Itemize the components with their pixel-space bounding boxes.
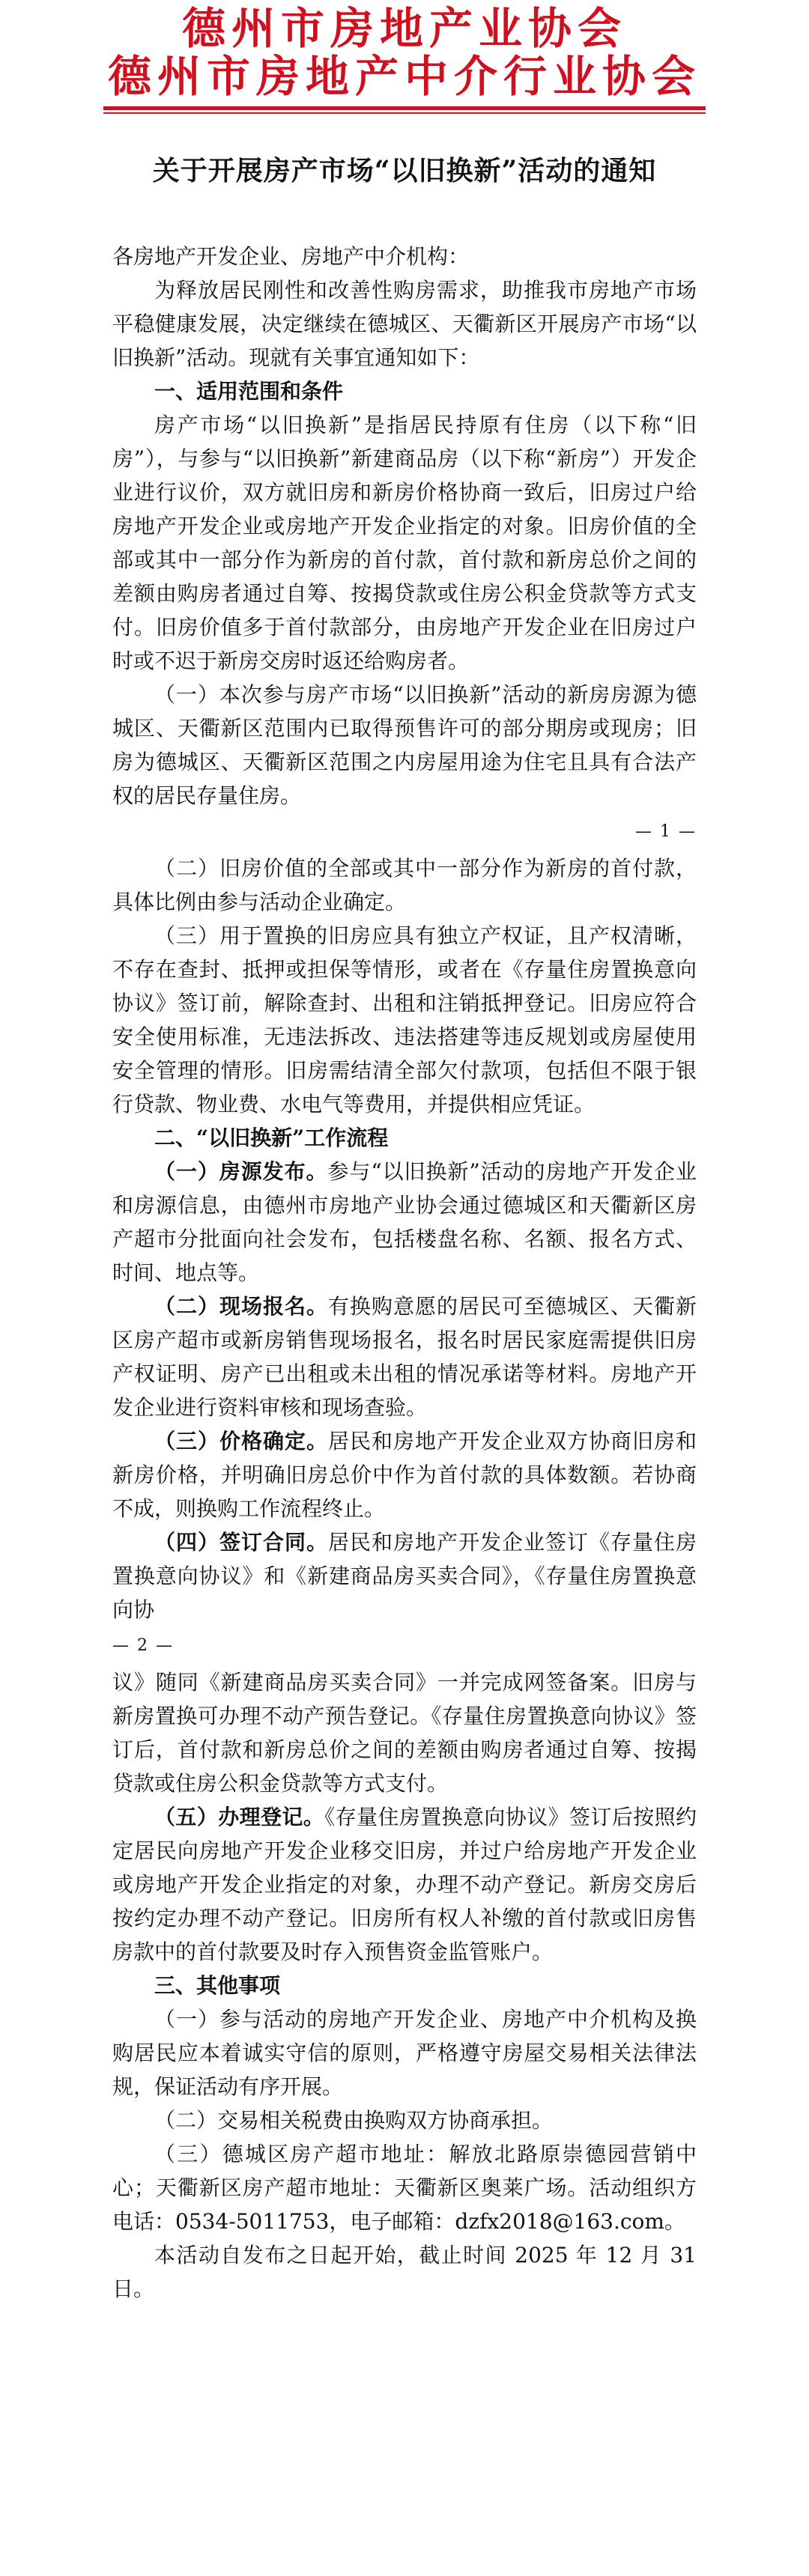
- item-label: （二）现场报名。: [154, 1294, 328, 1319]
- page-number-1: — 1 —: [635, 822, 697, 841]
- section-1-item-3: （三）用于置换的旧房应具有独立产权证，且产权清晰，不存在查封、抵押或担保等情形，或者在《存量住房置换意向协议》签订前，解除查封、出租和注销抵押登记。旧房应符合安全使用标准，无违法拆改、违法搭建等违反规划或房屋使用安全管理的情形。旧房需结清全部欠付款项，包括但不限于银行贷款、物业费、水电气等费用，并提供相应凭证。: [112, 923, 697, 1117]
- section-1-item-2: （二）旧房价值的全部或其中一部分作为新房的首付款，具体比例由参与活动企业确定。: [112, 856, 697, 914]
- section-2-item-4-start: [112, 1525, 697, 1626]
- section-2-item-5: [112, 1800, 697, 1969]
- letterhead: [0, 0, 809, 120]
- section-3-item-1: （一）参与活动的房地产开发企业、房地产中介机构及换购居民应本着诚实守信的原则，严格遵守房屋交易相关法律法规，保证活动有序开展。: [112, 2007, 697, 2099]
- item-label: （五）办理登记。: [154, 1805, 325, 1829]
- letterhead-org-1: 德州市房地产业协会: [181, 3, 627, 54]
- section-3-item-3: （三）德城区房产超市地址：解放北路原崇德园营销中心；天衢新区房产超市地址：天衢新区奥莱广场。活动组织方电话：0534-5011753，电子邮箱：dzfx2018@163.com。: [112, 2142, 697, 2234]
- section-2-item-2: [112, 1289, 697, 1424]
- item-text: 居民和房地产开发企业签订《存量住房置换意向协议》和《新建商品房买卖合同》，《存量住房置换意向协: [112, 1530, 697, 1622]
- letterhead-org-2: 德州市房地产中介行业协会: [107, 51, 701, 102]
- section-2-item-1: [112, 1155, 697, 1289]
- letterhead-thick-rule: [103, 106, 706, 110]
- item-text: 居民和房地产开发企业双方协商旧房和新房价格，并明确旧房总价中作为首付款的具体数额。若协商不成，则换购工作流程终止。: [112, 1429, 697, 1521]
- item-label: （三）价格确定。: [154, 1429, 328, 1453]
- intro-paragraph: 为释放居民刚性和改善性购房需求，助推我市房地产市场平稳健康发展，决定继续在德城区、天衢新区开展房产市场“以旧换新”活动。现就有关事宜通知如下：: [112, 278, 697, 370]
- closing-paragraph: 本活动自发布之日起开始，截止时间 2025 年 12 月 31 日。: [112, 2243, 697, 2301]
- item-text: 《存量住房置换意向协议》签订后按照约定居民向房地产开发企业移交旧房，并过户给房地产开发企业或房地产开发企业指定的对象，办理不动产登记。新房交房后按约定办理不动产登记。旧房所有权人补缴的首付款或旧房售房款中的首付款要及时存入预售资金监管账户。: [112, 1805, 697, 1964]
- item-text: 有换购意愿的居民可至德城区、天衢新区房产超市或新房销售现场报名，报名时居民家庭需提供旧房产权证明、房产已出租或未出租的情况承诺等材料。房地产开发企业进行资料审核和现场查验。: [112, 1294, 697, 1420]
- item-text: 参与“以旧换新”活动的房地产开发企业和房源信息，由德州市房地产业协会通过德城区和天衢新区房产超市分批面向社会发布，包括楼盘名称、名额、报名方式、时间、地点等。: [112, 1159, 697, 1285]
- section-3-item-2: （二）交易相关税费由换购双方协商承担。: [154, 2108, 554, 2133]
- item-label: （一）房源发布。: [154, 1159, 328, 1184]
- page-number-2: — 2 —: [112, 1636, 174, 1655]
- item-label: （四）签订合同。: [154, 1530, 328, 1555]
- section-1-item-1: （一）本次参与房产市场“以旧换新”活动的新房房源为德城区、天衢新区范围内已取得预售许可的部分期房或现房；旧房为德城区、天衢新区范围之内房屋用途为住宅且具有合法产权的居民存量住房。: [112, 682, 697, 808]
- section-3-heading: 三、其他事项: [154, 1973, 281, 1998]
- salutation: 各房地产开发企业、房地产中介机构：: [112, 244, 470, 269]
- notice-body: [112, 240, 697, 2306]
- section-1-paragraph: 房产市场“以旧换新”是指居民持原有住房（以下称“旧房”），与参与“以旧换新”新建商品房（以下称“新房”）开发企业进行议价，双方就旧房和新房价格协商一致后，旧房过户给房地产开发企业或房地产开发企业指定的对象。旧房价值的全部或其中一部分作为新房的首付款，首付款和新房总价之间的差额由购房者通过自筹、按揭贷款或住房公积金贷款等方式支付。旧房价值多于首付款部分，由房地产开发企业在旧房过户时或不迟于新房交房时返还给购房者。: [112, 413, 697, 673]
- section-2-item-4-continued: 议》随同《新建商品房买卖合同》一并完成网签备案。旧房与新房置换可办理不动产预告登记。《存量住房置换意向协议》签订后，首付款和新房总价之间的差额由购房者通过自筹、按揭贷款或住房公积金贷款等方式支付。: [112, 1670, 697, 1796]
- letterhead-thin-rule: [103, 112, 706, 114]
- section-2-heading: 二、“以旧换新”工作流程: [154, 1126, 389, 1150]
- notice-title: 关于开展房产市场“以旧换新”活动的通知: [152, 155, 657, 186]
- section-2-item-3: [112, 1424, 697, 1525]
- section-1-heading: 一、适用范围和条件: [154, 379, 344, 404]
